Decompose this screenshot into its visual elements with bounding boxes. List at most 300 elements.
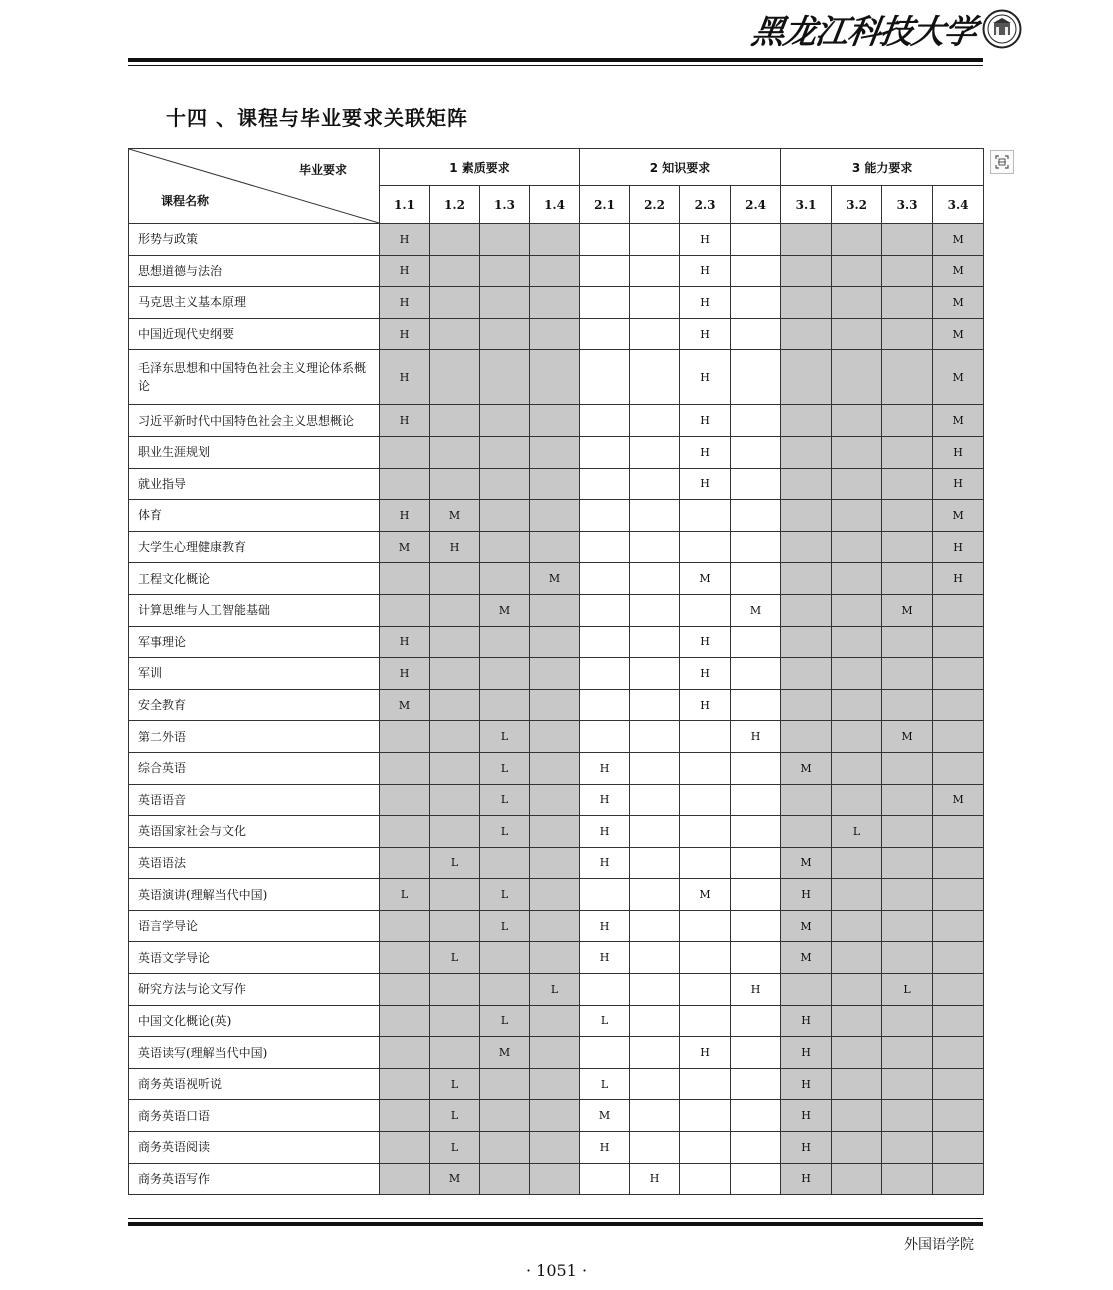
matrix-cell xyxy=(781,287,832,319)
matrix-cell xyxy=(781,594,832,626)
matrix-cell xyxy=(380,594,430,626)
course-name: 安全教育 xyxy=(129,689,380,721)
matrix-cell xyxy=(480,405,530,437)
matrix-cell xyxy=(933,721,984,753)
matrix-cell xyxy=(530,594,580,626)
matrix-body xyxy=(129,224,984,1195)
matrix-cell: L xyxy=(480,784,530,816)
matrix-cell xyxy=(731,287,781,319)
matrix-cell: H xyxy=(580,1132,630,1164)
matrix-cell xyxy=(580,318,630,350)
matrix-cell xyxy=(832,287,882,319)
matrix-cell xyxy=(630,1100,680,1132)
matrix-cell xyxy=(882,784,933,816)
matrix-cell xyxy=(630,752,680,784)
matrix-cell xyxy=(832,847,882,879)
matrix-cell xyxy=(380,1005,430,1037)
matrix-cell xyxy=(882,468,933,500)
corner-requirement-label: 毕业要求 xyxy=(298,163,347,177)
matrix-cell xyxy=(530,1068,580,1100)
requirement-code: 2.2 xyxy=(630,186,680,224)
matrix-cell: L xyxy=(430,1132,480,1164)
matrix-cell xyxy=(781,224,832,256)
matrix-cell xyxy=(832,531,882,563)
matrix-cell xyxy=(882,436,933,468)
matrix-cell: L xyxy=(480,816,530,848)
matrix-cell: H xyxy=(781,1005,832,1037)
matrix-cell: M xyxy=(933,784,984,816)
matrix-cell xyxy=(781,500,832,532)
table-row xyxy=(129,784,984,816)
table-row xyxy=(129,689,984,721)
matrix-cell xyxy=(731,847,781,879)
matrix-cell xyxy=(882,816,933,848)
matrix-cell xyxy=(380,974,430,1006)
matrix-cell xyxy=(731,689,781,721)
matrix-cell xyxy=(680,594,731,626)
matrix-cell xyxy=(933,752,984,784)
matrix-cell xyxy=(882,626,933,658)
course-name: 大学生心理健康教育 xyxy=(129,531,380,563)
matrix-cell xyxy=(480,255,530,287)
course-name: 英语语音 xyxy=(129,784,380,816)
matrix-cell xyxy=(380,468,430,500)
matrix-cell: M xyxy=(933,224,984,256)
requirement-code: 1.3 xyxy=(480,186,530,224)
matrix-cell: H xyxy=(933,563,984,595)
group-header: 2 知识要求 xyxy=(580,149,781,186)
matrix-cell xyxy=(480,224,530,256)
matrix-cell xyxy=(731,1068,781,1100)
matrix-cell xyxy=(630,563,680,595)
footer-department: 外国语学院 xyxy=(904,1237,974,1253)
matrix-cell xyxy=(630,910,680,942)
matrix-cell xyxy=(933,1068,984,1100)
course-name: 英语语法 xyxy=(129,847,380,879)
matrix-cell xyxy=(480,318,530,350)
matrix-cell xyxy=(832,1163,882,1195)
matrix-cell xyxy=(430,752,480,784)
matrix-cell xyxy=(380,563,430,595)
matrix-cell xyxy=(430,405,480,437)
table-row xyxy=(129,405,984,437)
matrix-cell xyxy=(832,1005,882,1037)
matrix-cell xyxy=(731,1100,781,1132)
matrix-cell xyxy=(480,658,530,690)
table-row xyxy=(129,1005,984,1037)
matrix-cell xyxy=(430,318,480,350)
matrix-cell xyxy=(530,1163,580,1195)
matrix-cell: L xyxy=(480,752,530,784)
table-row xyxy=(129,816,984,848)
matrix-cell xyxy=(430,563,480,595)
matrix-cell xyxy=(781,255,832,287)
matrix-cell: H xyxy=(933,531,984,563)
course-name: 思想道德与法治 xyxy=(129,255,380,287)
matrix-cell xyxy=(882,531,933,563)
matrix-cell xyxy=(530,626,580,658)
matrix-cell: L xyxy=(430,942,480,974)
matrix-cell xyxy=(882,350,933,405)
matrix-cell xyxy=(630,531,680,563)
matrix-cell xyxy=(781,563,832,595)
matrix-cell xyxy=(380,816,430,848)
matrix-cell: H xyxy=(580,847,630,879)
course-name: 英语演讲(理解当代中国) xyxy=(129,879,380,911)
matrix-cell: H xyxy=(380,626,430,658)
group-header: 3 能力要求 xyxy=(781,149,984,186)
matrix-cell xyxy=(630,500,680,532)
matrix-cell xyxy=(882,1100,933,1132)
requirement-code: 2.1 xyxy=(580,186,630,224)
matrix-cell: H xyxy=(680,626,731,658)
matrix-cell: H xyxy=(680,255,731,287)
matrix-cell xyxy=(933,879,984,911)
course-name: 语言学导论 xyxy=(129,910,380,942)
matrix-cell xyxy=(530,350,580,405)
matrix-cell xyxy=(580,224,630,256)
matrix-cell xyxy=(530,318,580,350)
matrix-cell: H xyxy=(630,1163,680,1195)
matrix-cell xyxy=(832,942,882,974)
matrix-cell xyxy=(580,974,630,1006)
matrix-cell xyxy=(430,626,480,658)
matrix-cell xyxy=(430,1005,480,1037)
matrix-cell xyxy=(731,1132,781,1164)
course-name: 体育 xyxy=(129,500,380,532)
matrix-cell: H xyxy=(781,1163,832,1195)
matrix-cell xyxy=(731,563,781,595)
matrix-cell xyxy=(580,255,630,287)
matrix-cell xyxy=(731,318,781,350)
course-name: 毛泽东思想和中国特色社会主义理论体系概论 xyxy=(129,350,380,405)
matrix-cell xyxy=(882,658,933,690)
matrix-cell: H xyxy=(380,350,430,405)
matrix-cell: H xyxy=(580,752,630,784)
course-name: 商务英语写作 xyxy=(129,1163,380,1195)
matrix-cell xyxy=(680,784,731,816)
matrix-cell xyxy=(832,1132,882,1164)
matrix-cell xyxy=(832,500,882,532)
matrix-cell xyxy=(731,350,781,405)
matrix-cell: H xyxy=(580,816,630,848)
matrix-cell: M xyxy=(933,350,984,405)
matrix-cell xyxy=(781,626,832,658)
matrix-cell xyxy=(430,350,480,405)
matrix-cell xyxy=(680,500,731,532)
matrix-cell xyxy=(580,1037,630,1069)
matrix-cell: M xyxy=(480,1037,530,1069)
matrix-cell xyxy=(530,531,580,563)
matrix-cell xyxy=(430,784,480,816)
table-row xyxy=(129,318,984,350)
matrix-cell xyxy=(480,847,530,879)
matrix-cell: M xyxy=(933,500,984,532)
matrix-cell xyxy=(580,689,630,721)
matrix-cell xyxy=(781,974,832,1006)
matrix-cell xyxy=(832,594,882,626)
matrix-cell xyxy=(832,784,882,816)
matrix-cell xyxy=(630,1037,680,1069)
matrix-cell: L xyxy=(430,847,480,879)
matrix-cell xyxy=(781,531,832,563)
matrix-cell xyxy=(630,879,680,911)
course-name: 英语读写(理解当代中国) xyxy=(129,1037,380,1069)
matrix-cell: H xyxy=(680,436,731,468)
matrix-cell xyxy=(680,816,731,848)
matrix-cell xyxy=(882,910,933,942)
matrix-cell xyxy=(731,816,781,848)
matrix-cell xyxy=(882,224,933,256)
matrix-cell xyxy=(630,255,680,287)
matrix-cell xyxy=(430,974,480,1006)
matrix-cell xyxy=(630,436,680,468)
matrix-cell xyxy=(731,910,781,942)
table-row xyxy=(129,436,984,468)
matrix-cell: M xyxy=(933,287,984,319)
matrix-cell xyxy=(630,816,680,848)
matrix-cell xyxy=(680,1005,731,1037)
matrix-cell xyxy=(933,974,984,1006)
corner-header xyxy=(129,149,380,224)
matrix-cell xyxy=(380,847,430,879)
matrix-cell xyxy=(832,255,882,287)
matrix-cell: H xyxy=(380,224,430,256)
matrix-cell xyxy=(731,658,781,690)
requirement-code: 1.1 xyxy=(380,186,430,224)
matrix-cell xyxy=(680,910,731,942)
matrix-cell xyxy=(480,974,530,1006)
matrix-cell: H xyxy=(781,1068,832,1100)
matrix-cell xyxy=(731,255,781,287)
course-name: 研究方法与论文写作 xyxy=(129,974,380,1006)
matrix-cell xyxy=(630,405,680,437)
matrix-cell xyxy=(430,658,480,690)
matrix-cell xyxy=(530,752,580,784)
matrix-cell: L xyxy=(480,879,530,911)
matrix-cell xyxy=(580,468,630,500)
matrix-cell xyxy=(781,721,832,753)
matrix-cell xyxy=(882,752,933,784)
matrix-cell: L xyxy=(480,910,530,942)
matrix-cell xyxy=(832,405,882,437)
matrix-cell: M xyxy=(430,1163,480,1195)
matrix-cell: M xyxy=(933,405,984,437)
matrix-cell xyxy=(530,1037,580,1069)
matrix-cell xyxy=(530,468,580,500)
course-name: 习近平新时代中国特色社会主义思想概论 xyxy=(129,405,380,437)
table-row xyxy=(129,658,984,690)
matrix-cell xyxy=(630,594,680,626)
matrix-cell xyxy=(480,468,530,500)
corner-course-label: 课程名称 xyxy=(161,194,210,208)
course-name: 就业指导 xyxy=(129,468,380,500)
matrix-cell: M xyxy=(882,594,933,626)
matrix-cell xyxy=(680,1068,731,1100)
matrix-cell: M xyxy=(731,594,781,626)
matrix-cell xyxy=(882,847,933,879)
matrix-cell xyxy=(882,405,933,437)
matrix-cell xyxy=(530,1100,580,1132)
matrix-cell xyxy=(731,942,781,974)
matrix-cell xyxy=(781,436,832,468)
matrix-cell xyxy=(580,563,630,595)
table-row xyxy=(129,1068,984,1100)
matrix-cell xyxy=(480,1163,530,1195)
matrix-cell xyxy=(832,318,882,350)
table-row xyxy=(129,1163,984,1195)
matrix-cell xyxy=(680,942,731,974)
matrix-cell xyxy=(580,436,630,468)
course-name: 形势与政策 xyxy=(129,224,380,256)
footer-rule-thick xyxy=(128,1222,983,1226)
matrix-cell xyxy=(933,910,984,942)
university-logo xyxy=(748,6,1022,52)
matrix-cell xyxy=(731,784,781,816)
matrix-cell: H xyxy=(781,1037,832,1069)
course-requirement-matrix xyxy=(128,148,984,1195)
matrix-cell xyxy=(480,287,530,319)
matrix-cell xyxy=(630,1068,680,1100)
matrix-cell xyxy=(530,287,580,319)
matrix-cell xyxy=(430,721,480,753)
matrix-cell xyxy=(731,1005,781,1037)
table-row xyxy=(129,626,984,658)
matrix-cell xyxy=(882,689,933,721)
matrix-cell xyxy=(630,721,680,753)
table-row xyxy=(129,255,984,287)
matrix-cell xyxy=(430,1037,480,1069)
matrix-cell xyxy=(380,1163,430,1195)
matrix-cell xyxy=(480,689,530,721)
matrix-cell: H xyxy=(680,224,731,256)
course-name: 商务英语口语 xyxy=(129,1100,380,1132)
table-row xyxy=(129,563,984,595)
matrix-cell xyxy=(781,350,832,405)
table-row xyxy=(129,500,984,532)
course-name: 军训 xyxy=(129,658,380,690)
scan-icon[interactable] xyxy=(990,150,1014,174)
matrix-cell xyxy=(832,468,882,500)
matrix-cell: H xyxy=(933,436,984,468)
requirement-code: 3.2 xyxy=(832,186,882,224)
matrix-cell: M xyxy=(933,255,984,287)
matrix-cell xyxy=(580,626,630,658)
matrix-cell xyxy=(430,224,480,256)
course-name: 中国文化概论(英) xyxy=(129,1005,380,1037)
matrix-cell xyxy=(933,1037,984,1069)
matrix-cell xyxy=(380,910,430,942)
group-header: 1 素质要求 xyxy=(380,149,580,186)
matrix-cell xyxy=(680,1132,731,1164)
matrix-cell: M xyxy=(882,721,933,753)
matrix-cell: L xyxy=(380,879,430,911)
course-name: 工程文化概论 xyxy=(129,563,380,595)
matrix-cell: H xyxy=(380,658,430,690)
matrix-cell: L xyxy=(580,1068,630,1100)
matrix-cell xyxy=(832,224,882,256)
matrix-cell xyxy=(480,531,530,563)
matrix-cell xyxy=(933,1100,984,1132)
university-name: 黑龙江科技大学 xyxy=(748,11,979,51)
matrix-cell xyxy=(580,721,630,753)
matrix-cell xyxy=(731,1037,781,1069)
course-name: 中国近现代史纲要 xyxy=(129,318,380,350)
table-row xyxy=(129,350,984,405)
matrix-cell xyxy=(630,468,680,500)
course-name: 英语国家社会与文化 xyxy=(129,816,380,848)
matrix-cell xyxy=(480,1100,530,1132)
matrix-cell xyxy=(832,1068,882,1100)
table-row xyxy=(129,1132,984,1164)
matrix-cell: H xyxy=(680,689,731,721)
matrix-cell xyxy=(580,658,630,690)
matrix-cell xyxy=(781,658,832,690)
matrix-cell: M xyxy=(680,563,731,595)
matrix-cell xyxy=(882,1068,933,1100)
matrix-cell xyxy=(882,255,933,287)
matrix-cell xyxy=(680,974,731,1006)
matrix-cell xyxy=(630,350,680,405)
matrix-cell: L xyxy=(530,974,580,1006)
table-row xyxy=(129,974,984,1006)
matrix-cell xyxy=(630,318,680,350)
matrix-cell xyxy=(933,626,984,658)
matrix-cell xyxy=(832,1100,882,1132)
matrix-cell xyxy=(933,816,984,848)
matrix-cell: L xyxy=(882,974,933,1006)
matrix-cell xyxy=(530,224,580,256)
matrix-cell: H xyxy=(731,974,781,1006)
matrix-cell xyxy=(630,224,680,256)
matrix-cell xyxy=(630,287,680,319)
matrix-cell xyxy=(430,436,480,468)
matrix-cell xyxy=(832,563,882,595)
matrix-cell xyxy=(530,847,580,879)
matrix-cell xyxy=(480,1132,530,1164)
section-title: 十四 、课程与毕业要求关联矩阵 xyxy=(166,106,468,130)
requirement-code: 3.4 xyxy=(933,186,984,224)
matrix-cell: H xyxy=(680,658,731,690)
matrix-cell xyxy=(630,1005,680,1037)
matrix-cell xyxy=(380,784,430,816)
matrix-cell xyxy=(933,594,984,626)
matrix-cell xyxy=(731,224,781,256)
matrix-cell: L xyxy=(580,1005,630,1037)
matrix-cell xyxy=(781,689,832,721)
course-name: 计算思维与人工智能基础 xyxy=(129,594,380,626)
matrix-cell xyxy=(630,689,680,721)
matrix-cell xyxy=(530,255,580,287)
matrix-cell xyxy=(580,500,630,532)
matrix-cell xyxy=(882,1132,933,1164)
matrix-cell: H xyxy=(680,405,731,437)
requirement-code: 3.3 xyxy=(882,186,933,224)
matrix-cell: H xyxy=(680,350,731,405)
matrix-cell xyxy=(480,942,530,974)
course-name: 商务英语视听说 xyxy=(129,1068,380,1100)
matrix-cell: H xyxy=(580,942,630,974)
matrix-cell xyxy=(530,1132,580,1164)
requirement-code: 3.1 xyxy=(781,186,832,224)
matrix-cell xyxy=(731,626,781,658)
matrix-cell: H xyxy=(680,287,731,319)
matrix-cell xyxy=(480,500,530,532)
table-row xyxy=(129,224,984,256)
matrix-cell xyxy=(530,816,580,848)
matrix-cell xyxy=(530,436,580,468)
matrix-cell xyxy=(832,721,882,753)
